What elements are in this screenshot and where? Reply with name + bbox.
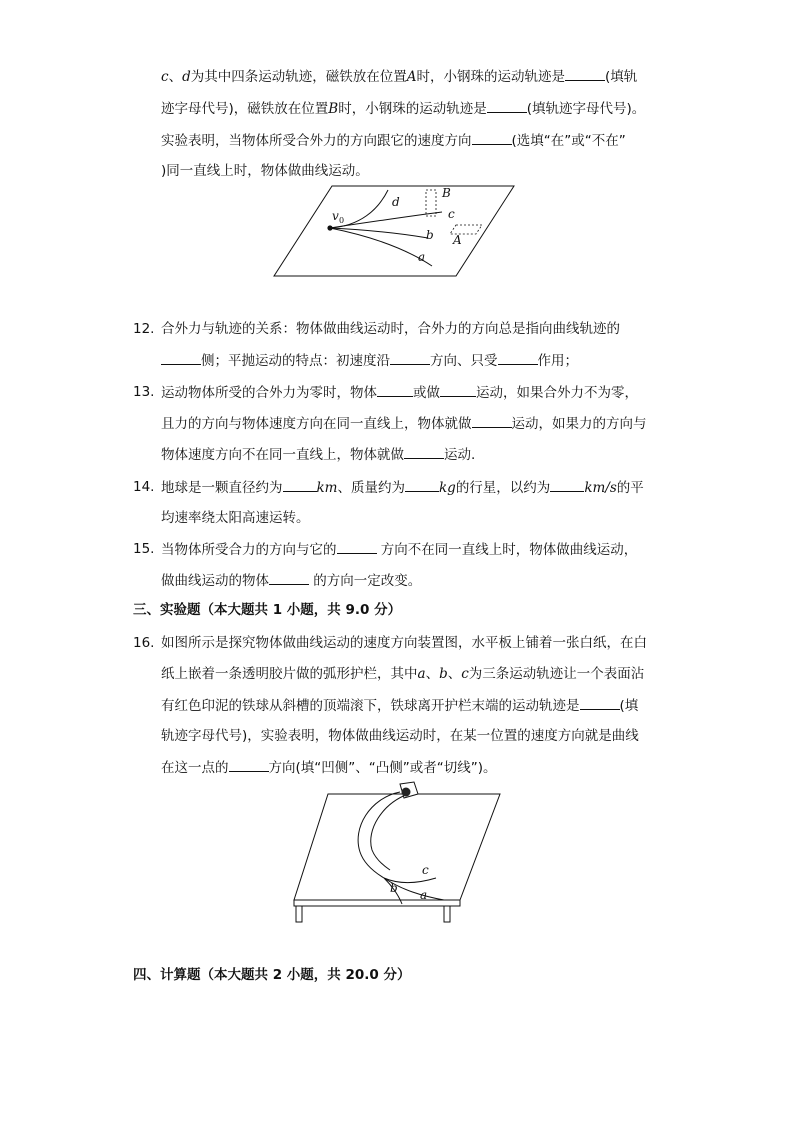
board-leg <box>444 906 450 922</box>
answer-blank[interactable] <box>498 350 538 365</box>
answer-blank[interactable] <box>580 695 620 710</box>
answer-blank[interactable] <box>565 66 605 81</box>
label-B: B <box>442 186 451 200</box>
answer-blank[interactable] <box>161 350 201 365</box>
q11-line-1: c、d为其中四条运动轨迹，磁铁放在位置A时，小钢珠的运动轨迹是 (填轨 <box>161 66 637 87</box>
label-A: A <box>453 233 462 247</box>
label-v: v <box>332 209 339 223</box>
q16-line-1: 如图所示是探究物体做曲线运动的速度方向装置图，水平板上铺着一张白纸，在白 <box>161 635 647 651</box>
label-c: c <box>448 207 455 221</box>
answer-blank[interactable] <box>440 382 476 397</box>
answer-blank[interactable] <box>404 444 444 459</box>
q12-number: 12. <box>133 321 155 337</box>
section-4-title: 四、计算题（本大题共 2 小题，共 20.0 分） <box>133 967 411 983</box>
q15-number: 15. <box>133 541 155 557</box>
apparatus-figure <box>290 780 505 928</box>
answer-blank[interactable] <box>269 570 309 585</box>
label-d: d <box>392 195 400 209</box>
iron-ball <box>402 788 411 797</box>
trajectory-a <box>330 228 432 266</box>
answer-blank[interactable] <box>472 413 512 428</box>
answer-blank[interactable] <box>487 98 527 113</box>
q13-number: 13. <box>133 384 155 400</box>
label-b: b <box>426 228 434 242</box>
answer-blank[interactable] <box>337 539 377 554</box>
label-b: b <box>390 881 398 895</box>
q16-line-3: 有红色印泥的铁球从斜槽的顶端滚下，铁球离开护栏末端的运动轨迹是 (填 <box>161 695 638 716</box>
q15-line-1: 当物体所受合力的方向与它的 方向不在同一直线上时，物体做曲线运动， <box>161 539 637 560</box>
board-edge <box>294 900 460 906</box>
answer-blank[interactable] <box>377 382 413 397</box>
label-a: a <box>418 250 426 264</box>
q13-line-1: 运动物体所受的合外力为零时，物体 或做 运动，如果合外力不为零， <box>161 382 638 403</box>
q14-line-2: 均速率绕太阳高速运转。 <box>161 510 310 526</box>
answer-blank[interactable] <box>283 477 317 492</box>
label-c: c <box>422 863 429 877</box>
trajectory-c <box>330 212 442 228</box>
q13-line-2: 且力的方向与物体速度方向在同一直线上，物体就做 运动，如果力的方向与 <box>161 413 647 434</box>
answer-blank[interactable] <box>550 477 584 492</box>
label-v-sub: 0 <box>339 216 345 225</box>
board-leg <box>296 906 302 922</box>
q14-number: 14. <box>133 479 155 495</box>
q16-number: 16. <box>133 635 155 651</box>
answer-blank[interactable] <box>229 757 269 772</box>
answer-blank[interactable] <box>390 350 430 365</box>
q12-line-2: 侧；平抛运动的特点：初速度沿 方向、只受 作用； <box>161 350 578 371</box>
q11-line-3: 实验表明，当物体所受合外力的方向跟它的速度方向 (选填“在”或“不在” <box>161 130 626 151</box>
answer-blank[interactable] <box>472 130 512 145</box>
q12-line-1: 合外力与轨迹的关系：物体做曲线运动时，合外力的方向总是指向曲线轨迹的 <box>161 321 620 337</box>
trajectory-figure <box>270 182 520 280</box>
label-a: a <box>420 888 428 902</box>
q15-line-2: 做曲线运动的物体 的方向一定改变。 <box>161 570 421 591</box>
q11-line-4: )同一直线上时，物体做曲线运动。 <box>161 163 369 179</box>
answer-blank[interactable] <box>405 477 439 492</box>
section-3-title: 三、实验题（本大题共 1 小题，共 9.0 分） <box>133 602 402 618</box>
magnet-position-B <box>426 190 436 216</box>
trajectory-b <box>330 228 428 238</box>
q16-line-2: 纸上嵌着一条透明胶片做的弧形护栏，其中a、b、c为三条运动轨迹让一个表面沾 <box>161 666 645 682</box>
q13-line-3: 物体速度方向不在同一直线上，物体就做 运动. <box>161 444 475 465</box>
q16-line-4: 轨迹字母代号)，实验表明，物体做曲线运动时，在某一位置的速度方向就是曲线 <box>161 728 639 744</box>
q16-line-5: 在这一点的 方向(填“凹侧”、“凸侧”或者“切线”)。 <box>161 757 497 778</box>
q11-line-2: 迹字母代号)，磁铁放在位置B时，小钢珠的运动轨迹是 (填轨迹字母代号)。 <box>161 98 645 119</box>
q14-line-1: 地球是一颗直径约为 km、质量约为 kg的行星，以约为 km/s的平 <box>161 477 644 498</box>
